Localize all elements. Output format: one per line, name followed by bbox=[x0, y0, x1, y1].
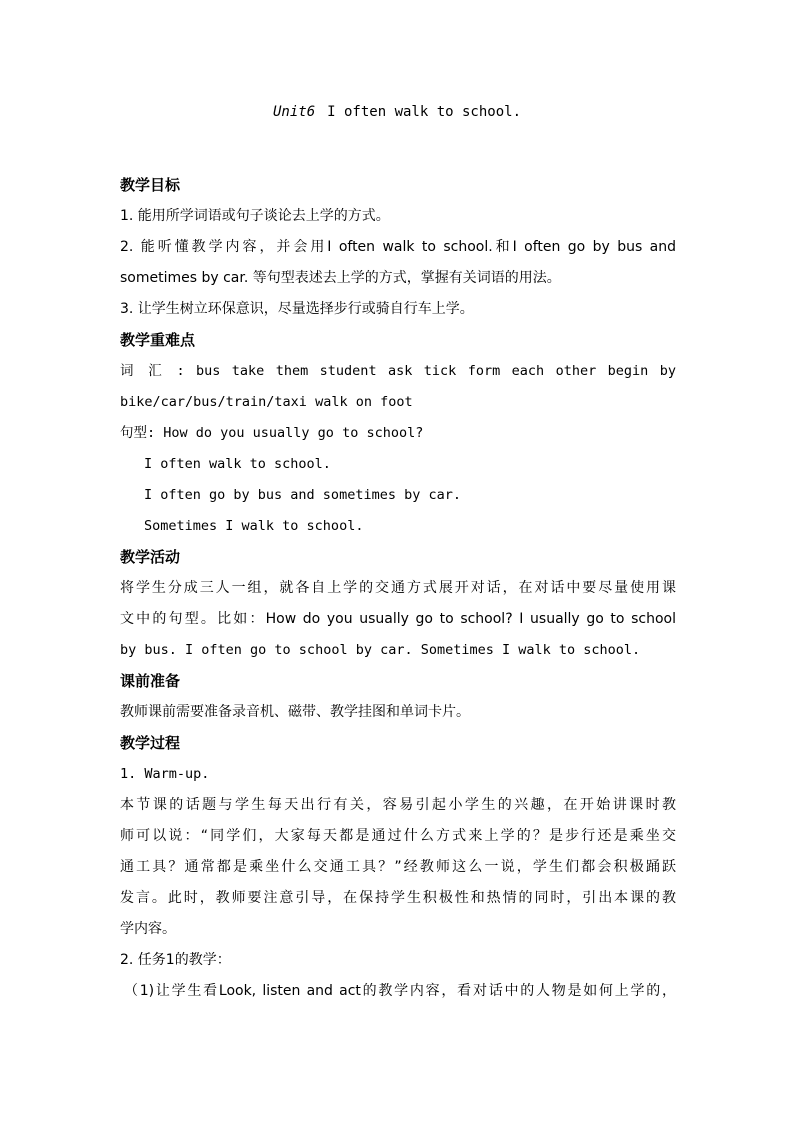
body-line: 句型: How do you usually go to school? bbox=[120, 425, 424, 441]
body-line: I often go by bus and sometimes by car. bbox=[144, 487, 461, 503]
body-line: 2. 任务1的教学： bbox=[120, 952, 231, 968]
body-line: （1)让学生看Look, listen and act的教学内容，看对话中的人物是如何上学的， bbox=[124, 983, 676, 999]
document-body bbox=[120, 170, 676, 1007]
body-line: sometimes by car. 等句型表述去上学的方式，掌握有关词语的用法。 bbox=[120, 270, 561, 286]
body-line: bike/car/bus/train/taxi walk on foot bbox=[120, 394, 413, 410]
body-line: 1. Warm-up. bbox=[120, 766, 210, 782]
body-line: Sometimes I walk to school. bbox=[144, 518, 364, 534]
body-line: 本节课的话题与学生每天出行有关，容易引起小学生的兴趣，在开始讲课时教 bbox=[120, 797, 676, 813]
body-line: 师可以说：“同学们，大家每天都是通过什么方式来上学的？是步行还是乘坐交 bbox=[120, 828, 676, 844]
body-line: 学内容。 bbox=[120, 921, 176, 937]
title-text: I often walk to school. bbox=[327, 104, 522, 120]
body-line: 1. 能用所学词语或句子谈论去上学的方式。 bbox=[120, 208, 390, 224]
body-line: I often walk to school. bbox=[144, 456, 331, 472]
body-line: 文中的句型。比如：How do you usually go to school? I usually go to school bbox=[120, 611, 676, 627]
body-line: 发言。此时，教师要注意引导，在保持学生积极性和热情的同时，引出本课的教 bbox=[120, 890, 676, 906]
document-title bbox=[0, 102, 794, 122]
body-line: 教师课前需要准备录音机、磁带、教学挂图和单词卡片。 bbox=[120, 704, 470, 720]
section-heading: 教学过程 bbox=[120, 734, 181, 752]
section-heading: 教学重难点 bbox=[120, 331, 196, 349]
body-line: 2. 能听懂教学内容，并会用I often walk to school.和I often go by bus and bbox=[120, 239, 676, 255]
body-line: 通工具？通常都是乘坐什么交通工具？”经教师这么一说，学生们都会积极踊跃 bbox=[120, 859, 676, 875]
body-line: 词 汇 : bus take them student ask tick form each other begin by bbox=[120, 363, 676, 379]
title-unit: Unit6 bbox=[272, 104, 316, 120]
body-line: 将学生分成三人一组，就各自上学的交通方式展开对话，在对话中要尽量使用课 bbox=[120, 580, 676, 596]
section-heading: 教学活动 bbox=[120, 548, 181, 566]
body-line: 3. 让学生树立环保意识，尽量选择步行或骑自行车上学。 bbox=[120, 301, 474, 317]
section-heading: 课前准备 bbox=[120, 672, 181, 690]
section-heading: 教学目标 bbox=[120, 176, 181, 194]
body-line: by bus. I often go to school by car. Sometimes I walk to school. bbox=[120, 642, 641, 658]
